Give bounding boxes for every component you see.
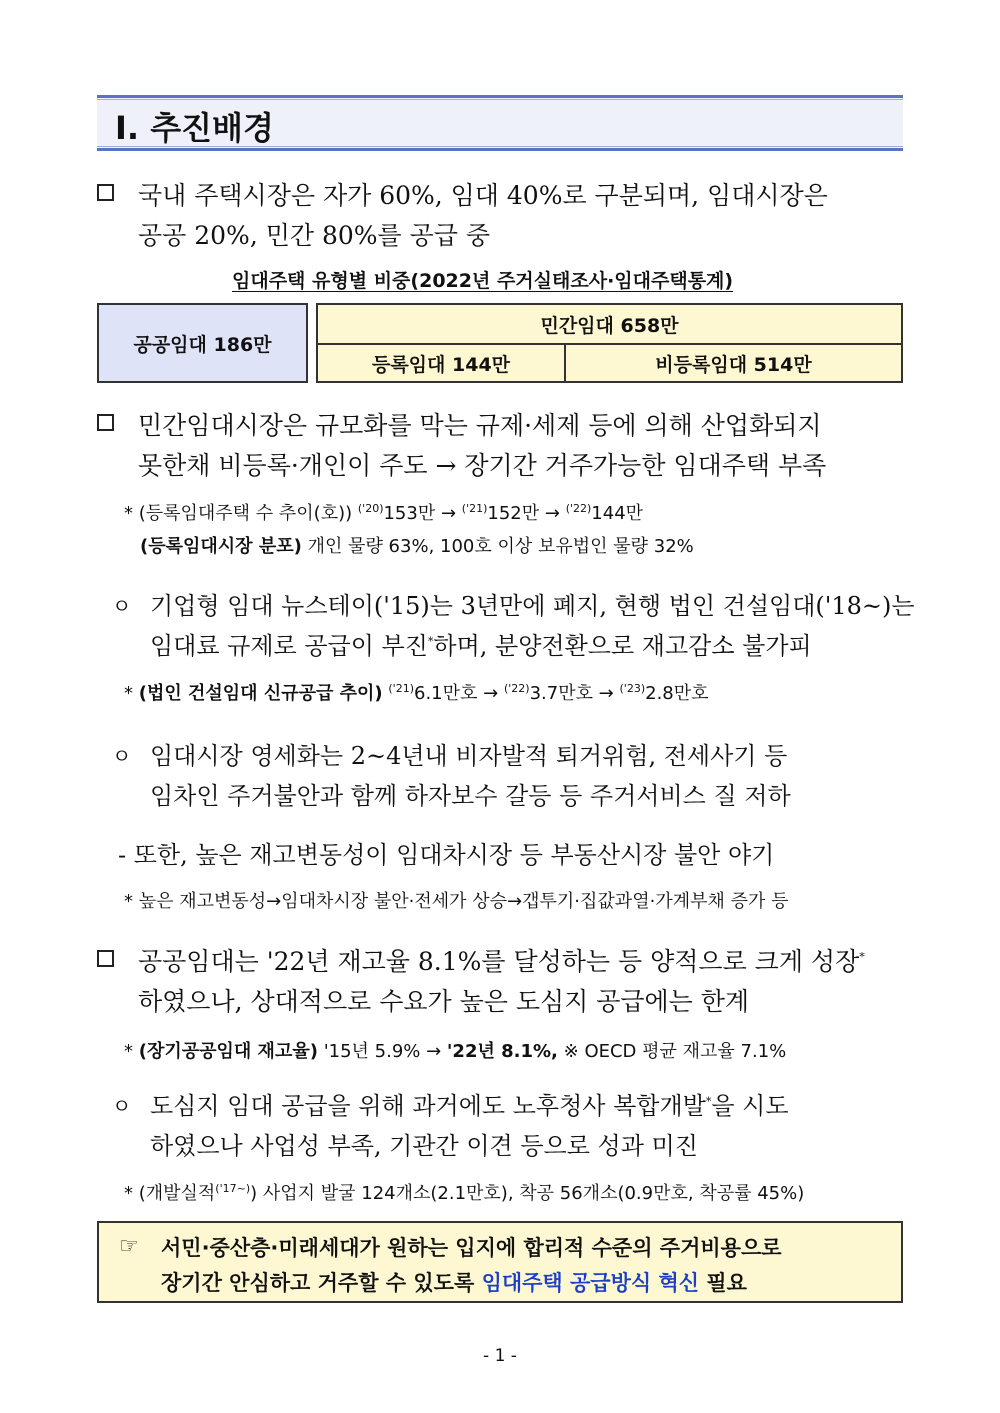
table-cell-registered [316,343,566,383]
note1-value22: 144만 [591,503,644,524]
note1-year22: ('22) [565,502,592,515]
conclusion-box [97,1221,903,1303]
table-registered-label: 등록임대 144만 [371,353,511,376]
block3-note-c: ※ OECD 평균 재고율 7.1% [563,1041,787,1062]
bullet3-mark: ㅇ [112,1094,132,1118]
block3-note-bold: (장기공공임대 재고율) [138,1041,318,1062]
block3-line1 [138,942,865,978]
bullet3-note [124,1179,804,1205]
block1-line1: 국내 주택시장은 자가 60%, 임대 40%로 구분되며, 임대시장은 [138,181,828,210]
conclusion-line1: 서민·중산층·미래세대가 원하는 입지에 합리적 수준의 주거비용으로 [161,1236,782,1260]
table-cell-private [316,303,903,345]
bullet2-mark: ㅇ [112,744,132,768]
block3-line2: 하였으나, 상대적으로 수요가 높은 도심지 공급에는 한계 [138,987,750,1016]
note1-year20: ('20) [357,502,384,515]
bullet1-note-value21: 6.1만호 → [414,683,499,704]
pointing-hand-icon: ☞ [119,1234,139,1259]
checkbox-square-icon [97,414,114,431]
section-title: Ⅰ. 추진배경 [115,109,274,147]
bullet1-line2-b: 하며, 분양전환으로 재고감소 불가피 [433,632,812,660]
block2-line2: 못한채 비등록·개인이 주도 → 장기간 거주가능한 임대주택 부족 [138,451,827,480]
conclusion-line2-b: 필요 [706,1271,747,1295]
block3-note-star: * [124,1041,133,1062]
bullet1-note-year22: ('22) [503,682,530,695]
bullet1-note-year23: ('23) [619,682,646,695]
bullet1-line2-a: 임대료 규제로 공급이 부진 [150,632,428,660]
note1-prefix: * (등록임대주택 수 추이(호)) [124,503,353,524]
bullet3-note-sup: ('17~) [215,1182,251,1195]
bullet1-line2 [150,626,812,661]
block2-line1: 민간임대시장은 규모화를 막는 규제·세제 등에 의해 산업화되지 [138,411,822,440]
bullet3-line1 [150,1086,789,1121]
table-unregistered-label: 비등록임대 514만 [655,353,812,376]
block3-note-b: '22년 8.1%, [446,1041,558,1062]
dash1-note: * 높은 재고변동성→임대차시장 불안·전세가 상승→갭투기·집값과열·가계부채 증가 등 [124,891,789,912]
note2-bold: (등록임대시장 분포) [140,536,302,557]
bullet1-line1: 기업형 임대 뉴스테이('15)는 3년만에 폐지, 현행 법인 건설임대('18~)는 [150,592,915,620]
bullet1-note-bold: (법인 건설임대 신규공급 추이) [138,683,383,704]
bullet1-mark: ㅇ [112,594,132,618]
block3-star: * [859,950,865,964]
bullet1-note-star: * [124,683,133,704]
bullet3-star: * [705,1095,712,1108]
bullet1-note [124,679,709,705]
table-cell-public [97,303,308,383]
bullet1-star: * [427,635,434,648]
bullet3-note-a: * (개발실적 [124,1183,216,1204]
table-public-label: 공공임대 186만 [133,333,272,356]
table-cell-unregistered [564,343,903,383]
bullet2-line1: 임대시장 영세화는 2~4년내 비자발적 퇴거위험, 전세사기 등 [150,742,788,770]
bullet3-note-b: ) 사업지 발굴 124개소(2.1만호), 착공 56개소(0.9만호, 착공률 45%) [250,1183,805,1204]
block3-line1-a: 공공임대는 '22년 재고율 8.1%를 달성하는 등 양적으로 크게 성장 [138,947,860,976]
conclusion-line2-a: 장기간 안심하고 거주할 수 있도록 [161,1271,475,1295]
bullet1-note-year21: ('21) [388,682,414,695]
table-caption: 임대주택 유형별 비중(2022년 주거실태조사·임대주택통계) [232,270,734,292]
table-private-label: 민간임대 658만 [540,314,679,337]
note1-year21: ('21) [461,502,488,515]
bullet1-note-value23: 2.8만호 [645,683,709,704]
dash1-line: - 또한, 높은 재고변동성이 임대차시장 등 부동산시장 불안 야기 [118,841,775,869]
bullet2-line2: 임차인 주거불안과 함께 하자보수 갈등 등 주거서비스 질 저하 [150,782,791,810]
checkbox-square-icon [97,950,114,967]
checkbox-square-icon [97,184,114,201]
title-rule-top [97,95,903,98]
block2-note2 [140,532,694,558]
block3-note-a: '15년 5.9% → [323,1041,442,1062]
block1-line2: 공공 20%, 민간 80%를 공급 중 [138,221,491,250]
bullet3-line1-a: 도심지 임대 공급을 위해 과거에도 노후청사 복합개발 [150,1092,706,1120]
section-title-band [97,95,903,151]
bullet3-line2: 하였으나 사업성 부족, 기관간 이견 등으로 성과 미진 [150,1132,698,1160]
page-number: - 1 - [483,1346,517,1366]
note1-value20: 153만 → [383,503,457,524]
note2-rest: 개인 물량 63%, 100호 이상 보유법인 물량 32% [307,536,694,557]
title-rule-top-thin [97,99,903,100]
block2-note1 [124,499,643,525]
block3-note [124,1037,786,1063]
conclusion-line2 [161,1267,747,1297]
bullet1-note-value22: 3.7만호 → [529,683,614,704]
conclusion-line2-highlight: 임대주택 공급방식 혁신 [481,1271,700,1295]
note1-value21: 152만 → [487,503,560,524]
bullet3-line1-b: 을 시도 [711,1092,789,1120]
